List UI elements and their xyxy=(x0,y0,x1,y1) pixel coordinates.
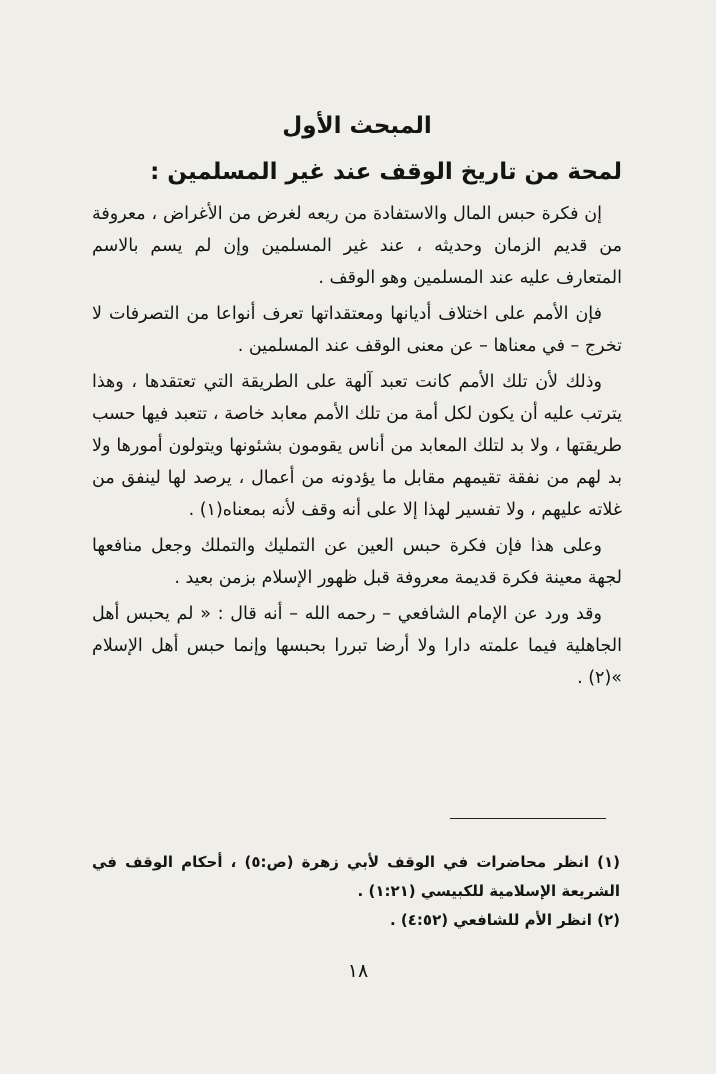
footnote-1: (١) انظر محاضرات في الوقف لأبي زهرة (ص:٥) ، أحكام الوقف في الشريعة الإسلامية للكبيسي (١:٢١) . xyxy=(92,853,620,900)
chapter-title: المبحث الأول xyxy=(282,113,432,139)
paragraph-1: إن فكرة حبس المال والاستفادة من ريعه لغرض من الأغراض ، معروفة من قديم الزمان وحديثه ، عند غير المسلمين وإن لم يسم بالاسم المتعارف عليه عند المسلمين وهو الوقف . xyxy=(92,204,622,288)
paragraph-4: وعلى هذا فإن فكرة حبس العين عن التمليك والتملك وجعل منافعها لجهة معينة فكرة قديمة معروفة قبل ظهور الإسلام بزمن بعيد . xyxy=(92,536,622,588)
paragraph-5: وقد ورد عن الإمام الشافعي – رحمه الله – أنه قال : « لم يحبس أهل الجاهلية فيما علمته دارا ولا أرضا تبررا بحبسها وإنما حبس أهل الإسلام »(٢) . xyxy=(92,604,622,688)
footnote-2: (٢) انظر الأم للشافعي (٤:٥٢) . xyxy=(389,911,620,929)
footnote-divider xyxy=(450,818,606,819)
body-text xyxy=(92,110,622,698)
section-title: لمحة من تاريخ الوقف عند غير المسلمين : xyxy=(150,159,622,185)
paragraph-2: فإن الأمم على اختلاف أديانها ومعتقداتها تعرف أنواعا من التصرفات لا تخرج – في معناها – عن معنى الوقف عند المسلمين . xyxy=(92,304,622,356)
paragraph-3: وذلك لأن تلك الأمم كانت تعبد آلهة على الطريقة التي تعتقدها ، وهذا يترتب عليه أن يكون لكل أمة من تلك الأمم معابد خاصة ، تتعبد فيها حسب طريقتها ، ولا بد لتلك المعابد من أناس يقومون بشئونها ويتولون أمورها ولا بد لهم من نفقة تقيمهم مقابل ما يؤدونه من أعمال ، يرصد لها لينفق من غلاته عليهم ، ولا تفسير لهذا إلا على أنه وقف لأنه بمعناه(١) . xyxy=(92,372,622,520)
page-number: ١٨ xyxy=(347,960,369,982)
footnotes xyxy=(92,848,620,935)
